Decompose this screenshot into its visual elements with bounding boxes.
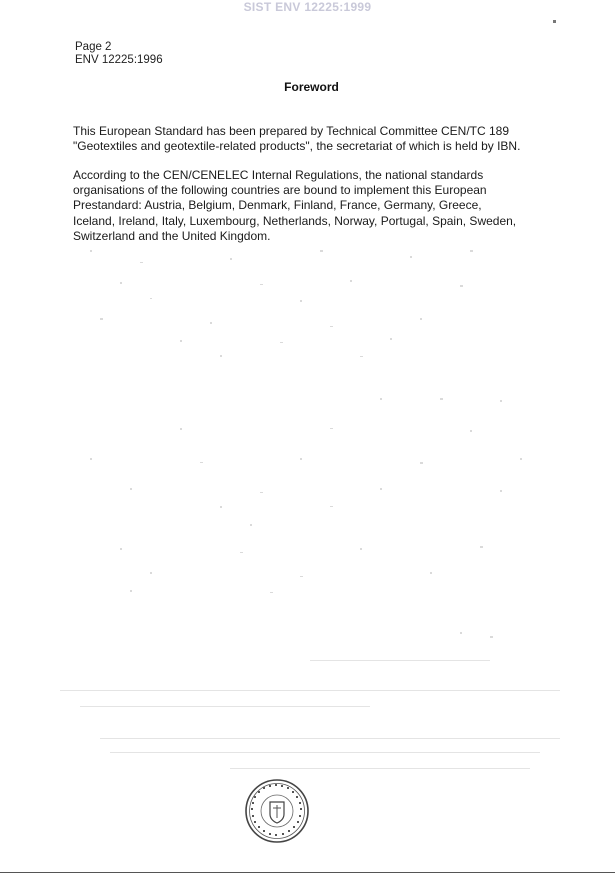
- paragraph-line: organisations of the following countries are bound to implement this European: [73, 183, 487, 198]
- paragraph-line: Prestandard: Austria, Belgium, Denmark, Finland, France, Germany, Greece,: [73, 198, 482, 213]
- paragraph-line: "Geotextiles and geotextile-related products", the secretariat of which is held by IBN.: [73, 139, 521, 154]
- page-bottom-edge: [0, 872, 615, 873]
- page-number: Page 2: [75, 41, 112, 53]
- document-id: ENV 12225:1996: [75, 54, 163, 66]
- foreword-paragraph-1: [73, 124, 563, 154]
- paragraph-line: This European Standard has been prepared by Technical Committee CEN/TC 189: [73, 124, 510, 138]
- scan-speck: [553, 20, 556, 23]
- paragraph-line: According to the CEN/CENELEC Internal Regulations, the national standards: [73, 168, 484, 182]
- paragraph-line: Iceland, Ireland, Italy, Luxembourg, Netherlands, Norway, Portugal, Spain, Sweden,: [73, 213, 517, 228]
- stamp-seal-icon: [244, 778, 310, 844]
- paragraph-line: Switzerland and the United Kingdom.: [73, 228, 271, 243]
- foreword-paragraph-2: [73, 168, 563, 244]
- watermark: SIST ENV 12225:1999: [243, 0, 372, 14]
- page-header: [75, 41, 163, 67]
- section-title: Foreword: [284, 80, 339, 94]
